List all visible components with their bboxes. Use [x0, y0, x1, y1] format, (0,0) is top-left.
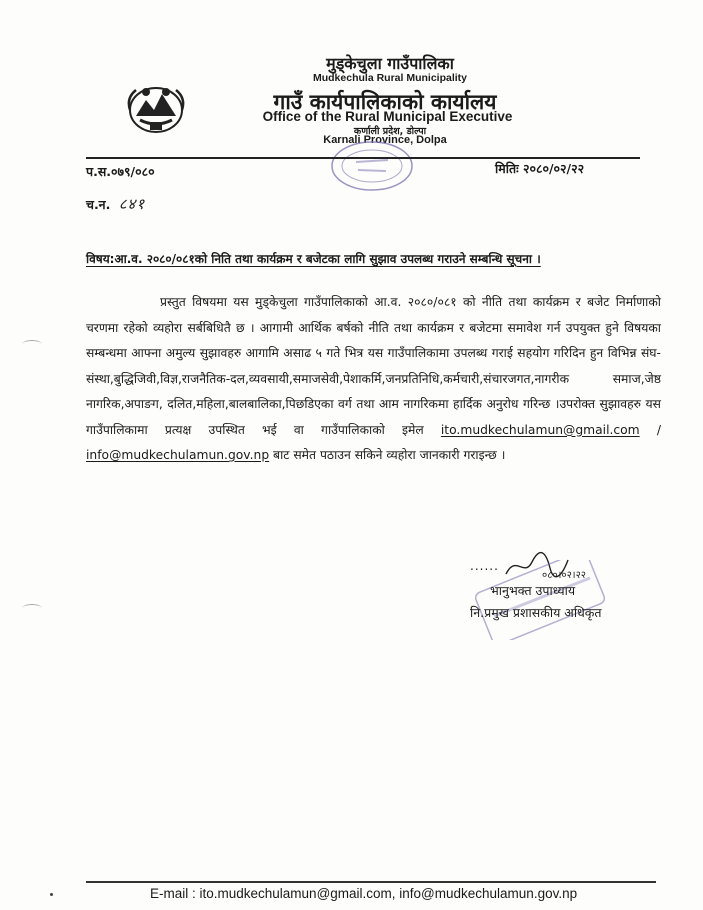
dispatch-number-value: ८४१ [118, 195, 146, 213]
signature-dots: ...... [470, 559, 499, 573]
body-text-closing: बाट समेत पठाउन सकिने व्यहोरा जानकारी गराइन्छ । [273, 448, 506, 462]
office-stamp-seal [326, 138, 418, 194]
body-text-main: प्रस्तुत विषयमा यस मुड्केचुला गाउँपालिकाको आ.व. २०८०/०८१ को नीति तथा कार्यक्रम र बजेट निर्माणाको चरणमा रहेको व्यहोरा सर्बबिधितै छ । आगामी आर्थिक बर्षको नीति तथा कार्यक्रम र बजेटमा समावेश गर्न उपयुक्त हुने विषयका सम्बन्धमा आफ्ना अमुल्य सुझावहरु आगामि असाढ ५ गते भित्र यस गाउँपालिकामा उपलब्ध गराई सहयोग गरिदिन हुन विभिन्न संघ-संस्था,बुद्धिजिवी,विज्ञ,राजनैतिक-दल,व्यवसायी,समाजसेवी,पेशाकर्मि,जनप्रतिनिधि,कर्मचारी,संचारजगत,नागरीक समाज,जेष्ठ नागरिक,अपाङग, दलित,महिला,बालबालिका,पिछडिएका वर्ग तथा आम नागरिकमा हार्दिक अनुरोध गरिन्छ ।उपरोक्त सुझावहरु यस गाउँपालिकामा प्रत्यक्ष उपस्थित भई वा गाउँपालिकाको इमेल [86, 295, 661, 437]
body-paragraph [86, 290, 661, 469]
letter-date: मितिः २०८०/०२/२२ [495, 161, 585, 176]
punch-hole-mark [22, 604, 42, 613]
office-name-np: गाउँ कार्यपालिकाको कार्यालय [273, 90, 497, 114]
location-en: Karnali Province, Dolpa [323, 134, 447, 146]
punch-hole-mark [22, 340, 42, 349]
subject-line: विषय:आ.व. २०८०/०८१को निति तथा कार्यक्रम र बजेटका लागि सुझाव उपलब्ध गराउने सम्बन्धि सूचना । [86, 252, 541, 266]
municipality-name-en: Mudkechula Rural Municipality [312, 72, 468, 84]
email-link-info[interactable]: info@mudkechulamun.gov.np [86, 448, 270, 462]
dispatch-number [86, 194, 145, 214]
letter-body [86, 290, 661, 469]
location-np: कर्णाली प्रदेश, डोल्पा [353, 126, 427, 137]
officer-stamp-seal [470, 560, 610, 640]
municipality-name-np: मुड्केचुला गाउँपालिका [326, 54, 454, 73]
signatory-name: भानुभक्त उपाध्याय [490, 583, 576, 598]
email-separator: / [656, 422, 661, 437]
scan-speck [50, 893, 53, 896]
government-emblem-icon [124, 80, 188, 136]
office-name-en: Office of the Rural Municipal Executive [262, 109, 513, 124]
header-divider [86, 157, 640, 159]
footer-email-line: E-mail : ito.mudkechulamun@gmail.com, info@mudkechulamun.gov.np [150, 886, 578, 901]
footer-divider [86, 881, 656, 883]
signature-date-scribble: ०८०।०२।२२ [542, 570, 586, 581]
reference-number: प.स.०७९/०८० [86, 164, 155, 179]
signatory-title: नि.प्रमुख प्रशासकीय अधिकृत [470, 605, 602, 620]
dispatch-label: च.न. [86, 197, 111, 212]
email-link-ito[interactable]: ito.mudkechulamun@gmail.com [440, 422, 640, 437]
